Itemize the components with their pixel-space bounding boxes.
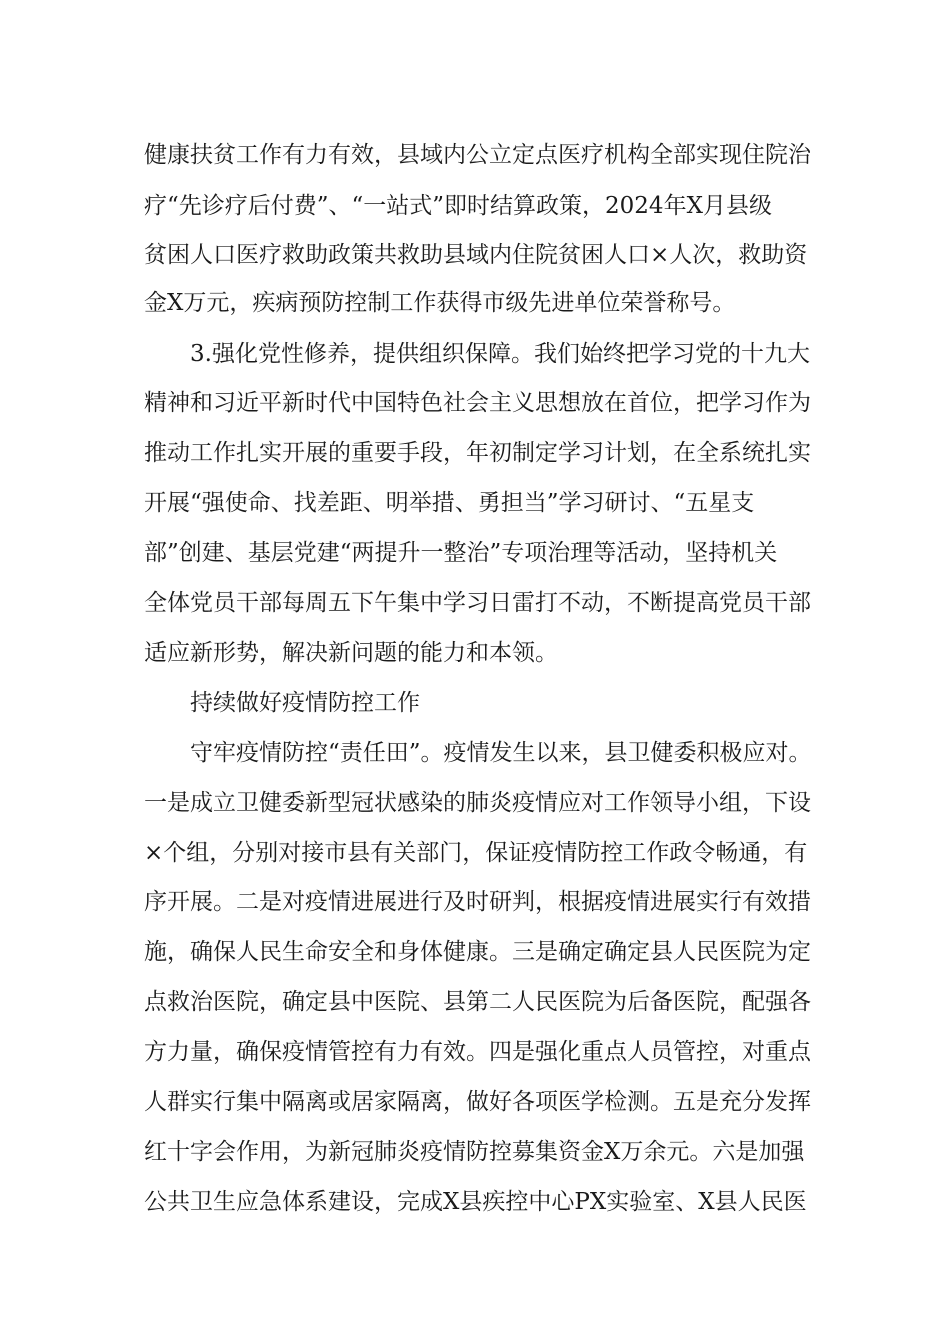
paragraph-line: 金X万元，疾病预防控制工作获得市级先进单位荣誉称号。 [144,290,736,316]
paragraph-line: 方力量，确保疫情管控有力有效。四是强化重点人员管控，对重点 [144,1039,811,1065]
paragraph-line: 全体党员干部每周五下午集中学习日雷打不动，不断提高党员干部 [144,590,811,616]
section-heading: 持续做好疫情防控工作 [190,690,420,716]
section-heading-3: 3.强化党性修养，提供组织保障。我们始终把学习党的十九大 [190,341,810,367]
paragraph-line: 精神和习近平新时代中国特色社会主义思想放在首位，把学习作为 [144,390,811,416]
paragraph-line: 红十字会作用，为新冠肺炎疫情防控募集资金X万余元。六是加强 [144,1139,805,1165]
paragraph-line: 公共卫生应急体系建设，完成X县疾控中心PX实验室、X县人民医 [144,1189,807,1215]
paragraph-line: 一是成立卫健委新型冠状感染的肺炎疫情应对工作领导小组，下设 [144,790,811,816]
paragraph-line: 健康扶贫工作有力有效，县域内公立定点医疗机构全部实现住院治 [144,142,811,168]
paragraph-line: 守牢疫情防控“责任田”。疫情发生以来，县卫健委积极应对。 [190,740,812,766]
paragraph-line: 开展“强使命、找差距、明举措、勇担当”学习研讨、“五星支 [144,490,755,516]
paragraph-line: 施，确保人民生命安全和身体健康。三是确定确定县人民医院为定 [144,939,811,965]
paragraph-line: 推动工作扎实开展的重要手段，年初制定学习计划，在全系统扎实 [144,440,811,466]
paragraph-line: 部”创建、基层党建“两提升一整治”专项治理等活动，坚持机关 [144,540,778,566]
paragraph-line: 序开展。二是对疫情进展进行及时研判，根据疫情进展实行有效措 [144,889,811,915]
paragraph-line: 适应新形势，解决新问题的能力和本领。 [144,640,558,666]
paragraph-line: ×个组，分别对接市县有关部门，保证疫情防控工作政令畅通，有 [144,840,808,866]
paragraph-line: 人群实行集中隔离或居家隔离，做好各项医学检测。五是充分发挥 [144,1089,811,1115]
paragraph-line: 贫困人口医疗救助政策共救助县域内住院贫困人口×人次，救助资 [144,242,808,268]
paragraph-line: 疗“先诊疗后付费”、“一站式”即时结算政策，2024年X月县级 [144,193,772,219]
paragraph-line: 点救治医院，确定县中医院、县第二人民医院为后备医院，配强各 [144,989,811,1015]
